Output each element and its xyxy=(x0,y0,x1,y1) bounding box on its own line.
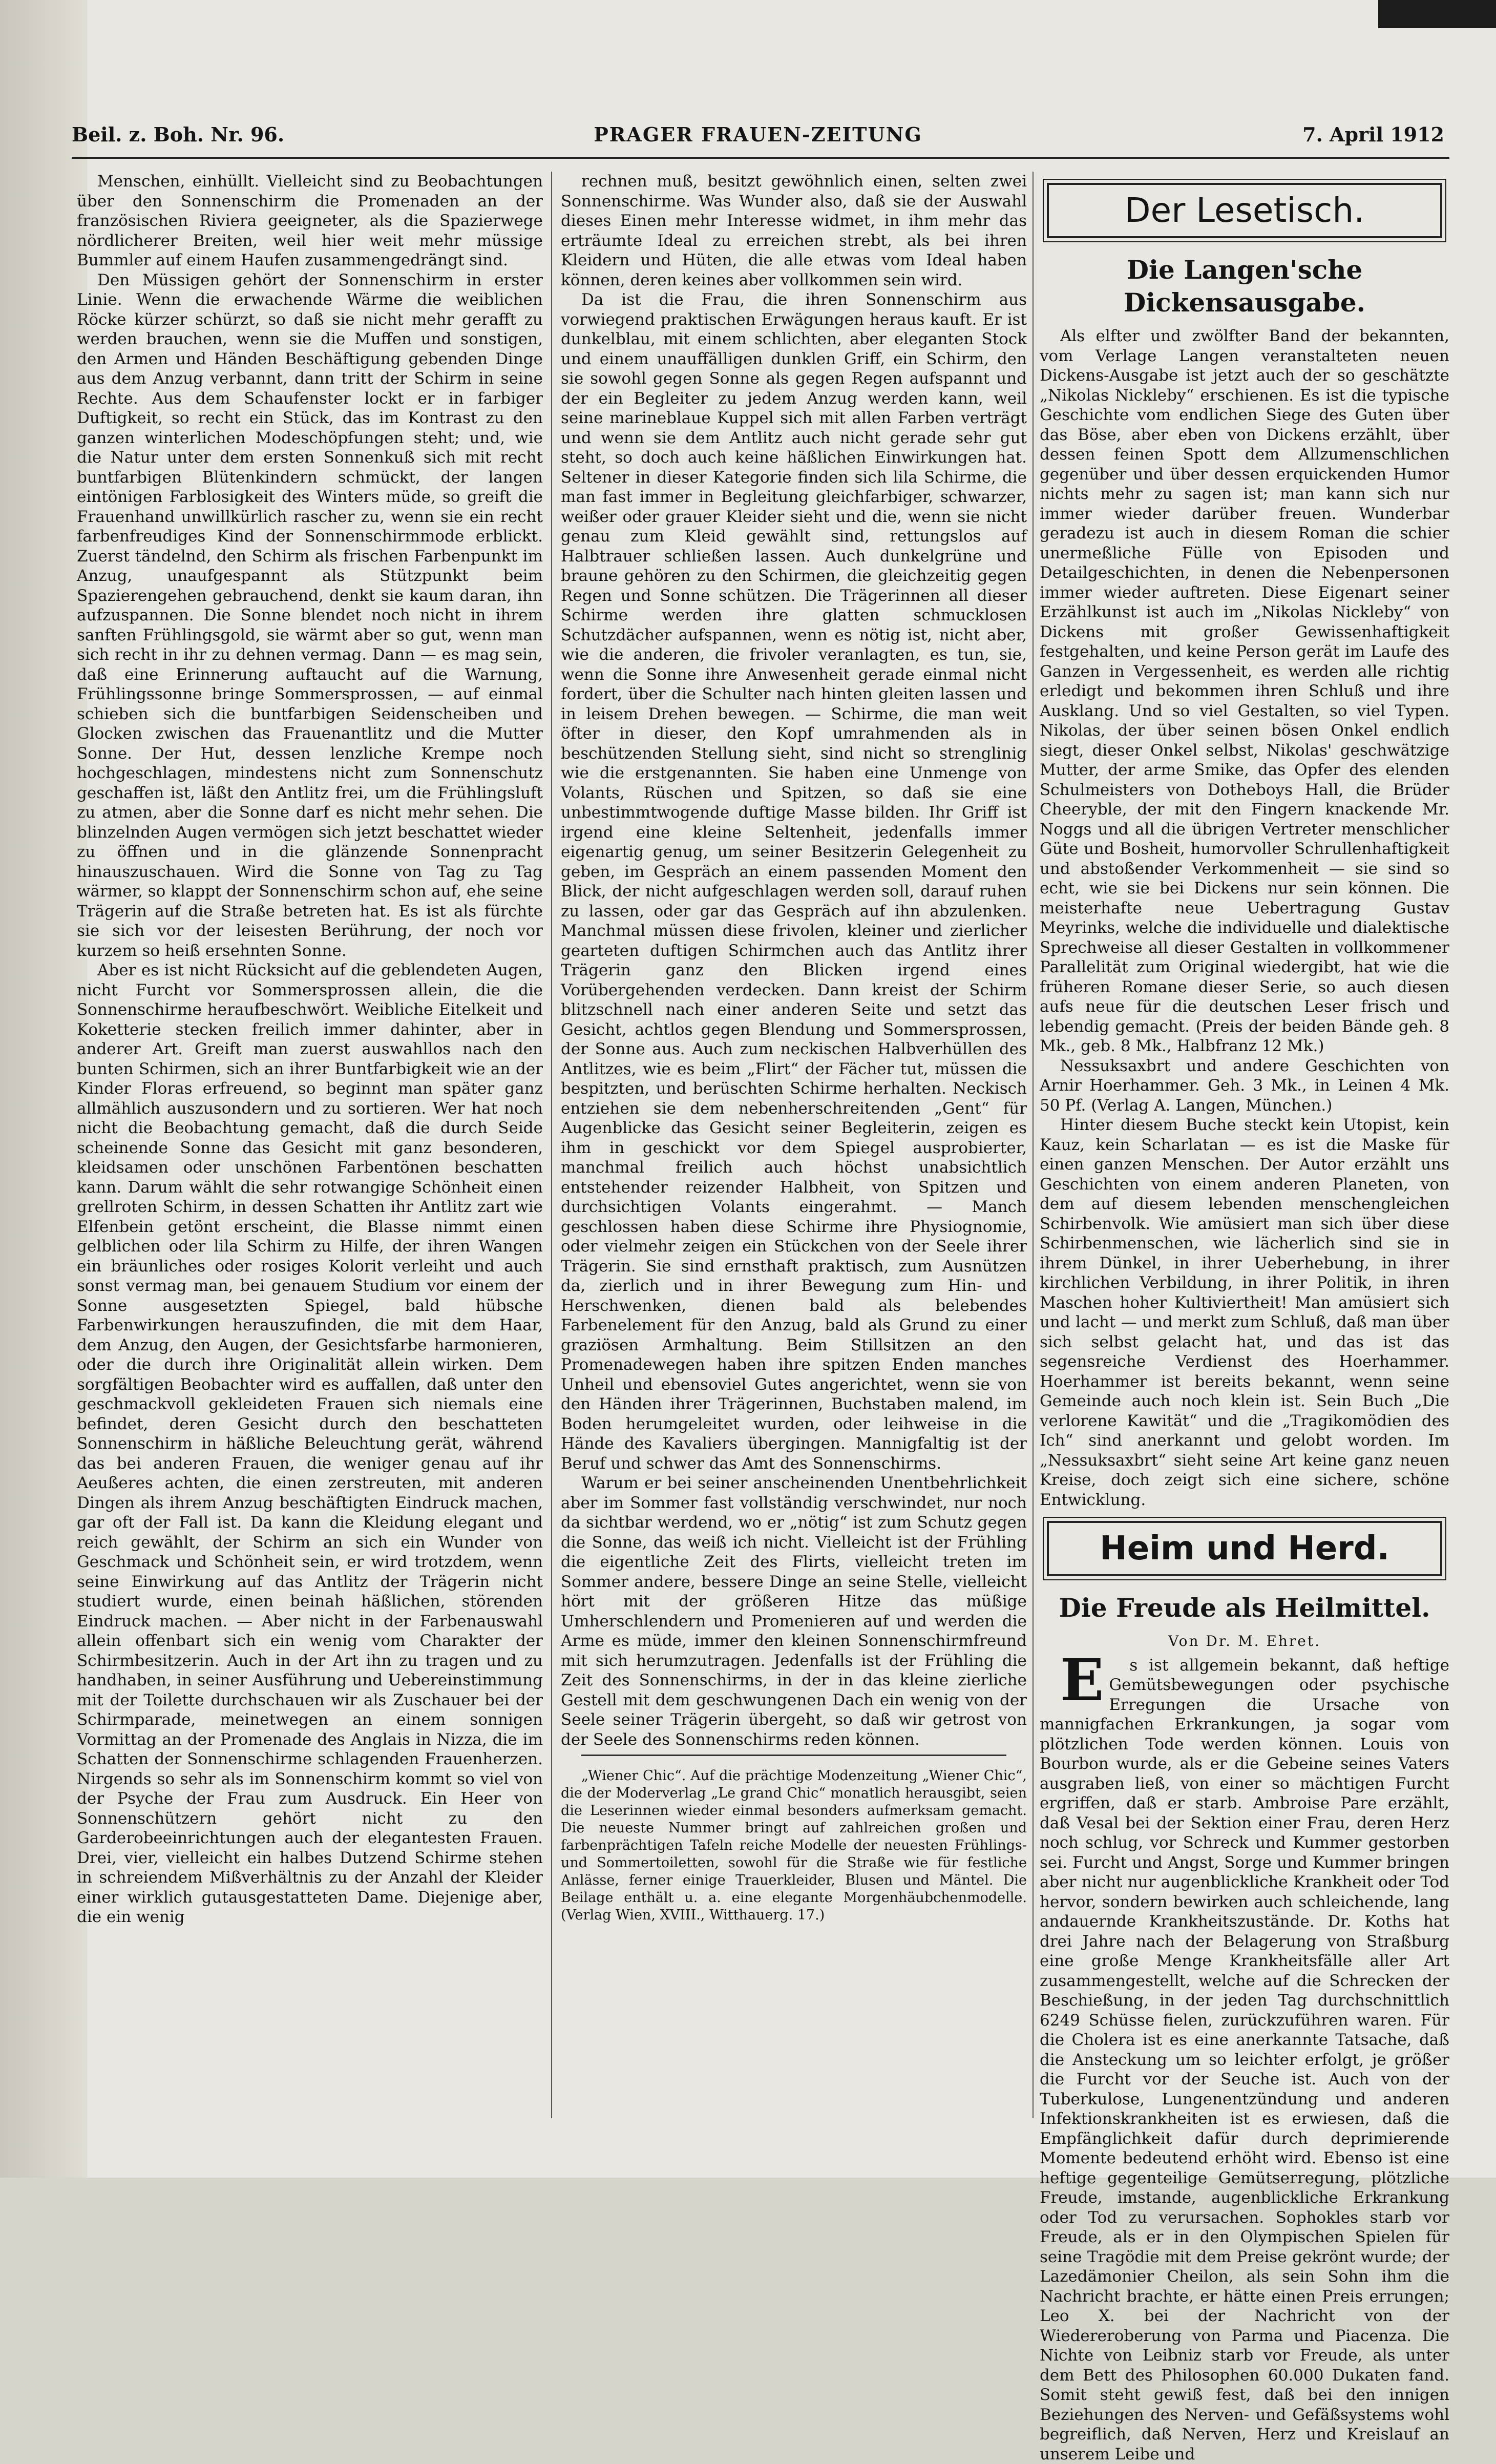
page-header xyxy=(72,123,1444,154)
review-title: Die Langen'sche Dickensausgabe. xyxy=(1040,254,1449,319)
review-paragraph: Als elfter und zwölfter Band der bekannten, vom Verlage Langen veranstalteten neuen Dickens-Ausgabe ist jetzt auch der so geschätzte „Nikolas Nickleby“ erschienen. Es ist die typische Geschichte vom endlichen Siege des Guten über das Böse, aber eben von Dickens erzählt, über dessen feinen Spott dem Allzumenschlichen gegenüber und über dessen erquickenden Humor nichts mehr zu sagen ist; man kann sich nur immer wieder darüber freuen. Wunderbar geradezu ist auch in diesem Roman die schier unermeßliche Fülle von Episoden und Detailgeschichten, in denen die Nebenpersonen immer wieder auftreten. Diese Eigenart seiner Erzählkunst ist auch im „Nikolas Nickleby“ von Dickens mit großer Gewissenhaftigkeit festgehalten, und keine Person gerät im Laufe des Ganzen in Vergessenheit, es werden alle richtig erledigt und bekommen ihren Schluß und ihre Ausklang. Und so viel Gestalten, so viel Typen. Nikolas, der über seinen bösen Onkel endlich siegt, dieser Onkel selbst, Nikolas' geschwätzige Mutter, der arme Smike, das Opfer des elenden Schulmeisters von Dotheboys Hall, die Brüder Cheeryble, der mit den Fingern knackende Mr. Noggs und all die übrigen Vertreter menschlicher Güte und Bosheit, humorvoller Schrullenhaftigkeit und abstoßender Verkommenheit — sie sind so echt, wie sie bei Dickens nur sein können. Die meisterhafte neue Uebertragung Gustav Meyrinks, welche die individuelle und dialektische Sprechweise all dieser Gestalten in vollkommener Parallelität zum Original wiedergibt, hat wie die früheren Romane dieser Serie, so auch diesen aufs neue für die deutschen Leser frisch und lebendig gemacht. (Preis der beiden Bände geh. 8 Mk., geb. 8 Mk., Halbfranz 12 Mk.) xyxy=(1040,326,1449,1056)
article-paragraph: Warum er bei seiner anscheinenden Unentbehrlichkeit aber im Sommer fast vollständig verschwindet, nur noch da sichtbar werdend, wo er „nötig“ ist zum Schutz gegen die Sonne, das weiß ich nicht. Vielleicht ist der Frühling die eigentliche Zeit des Flirts, vielleicht treten im Sommer andere, bessere Dinge an seine Stelle, vielleicht hört mit der größeren Hitze das müßige Umherschlendern und Promenieren auf und werden die Arme es müde, immer den kleinen Sonnenschirmfreund mit sich herumzutragen. Jedenfalls ist der Frühling die Zeit des Sonnenschirms, in der in das kleine zierliche Gestell mit dem geschwungenen Dach ein wenig von der Seele seiner Trägerin übergeht, so daß wir getrost von der Seele des Sonnenschirms reden können. xyxy=(561,1473,1027,1749)
notice-block xyxy=(561,1767,1027,1924)
newspaper-title: PRAGER FRAUEN-ZEITUNG xyxy=(72,123,1444,146)
column-1 xyxy=(77,172,543,1927)
article-body xyxy=(1040,1656,1449,2464)
section-box-heim-und-herd: Heim und Herd. xyxy=(1047,1521,1442,1576)
column-divider-1 xyxy=(551,172,552,2118)
article-byline: Von Dr. M. Ehret. xyxy=(1040,1632,1449,1652)
issue-date: 7. April 1912 xyxy=(1302,123,1444,146)
article-paragraph: Aber es ist nicht Rücksicht auf die geblendeten Augen, nicht Furcht vor Sommersprossen allein, die die Sonnenschirme heraufbeschwört. Weibliche Eitelkeit und Koketterie stecken freilich immer dahinter, aber in anderer Art. Greift man zuerst auswahllos nach den bunten Schirmen, sich an ihrer Buntfarbigkeit wie an der Kinder Floras erfreuend, so beginnt man später ganz allmählich auszusondern und zu sortieren. Wer hat noch nicht die Beobachtung gemacht, daß die durch Seide scheinende Sonne das Gesicht mit ganz besonderen, kleidsamen oder unschönen Farbentönen beschatten kann. Darum wählt die sehr rotwangige Schönheit einen grellroten Schirm, in dessen Schatten ihr Antlitz zart wie Elfenbein getönt erscheint, die Blasse nimmt einen gelblichen oder lila Schirm zu Hilfe, der ihren Wangen ein bräunliches oder rosiges Kolorit verleiht und auch sonst vermag man, bei genauem Studium vor einem der Sonne ausgesetzten Spiegel, bald hübsche Farbenwirkungen herauszufinden, die mit dem Haar, dem Anzug, den Augen, der Gesichtsfarbe harmonieren, oder die durch ihre Originalität allein wirken. Dem sorgfältigen Beobachter wird es auffallen, daß unter den geschmackvoll gekleideten Frauen sich niemals eine befindet, deren Gesicht durch den beschatteten Sonnenschirm in häßliche Beleuchtung gerät, während das bei anderen Frauen, die weniger genau auf ihr Aeußeres achten, die einen zerstreuten, mit anderen Dingen als ihrem Anzug beschäftigten Eindruck machen, gar oft der Fall ist. Da kann die Kleidung elegant und reich gewählt, der Schirm an sich ein Wunder von Geschmack und Schönheit sein, er wird trotzdem, wenn seine Einwirkung auf das Antlitz der Trägerin nicht studiert wurde, einen beinah häßlichen, störenden Eindruck machen. — Aber nicht in der Farbenauswahl allein offenbart sich ein wenig vom Charakter der Schirmbesitzerin. Auch in der Art ihn zu tragen und zu handhaben, in seiner Ausführung und Uebereinstimmung mit der Toilette durchschauen wir als Zuschauer bei der Schirmparade, meinetwegen an einem sonnigen Vormittag an der Promenade des Anglais in Nizza, die im Schatten der Sonnenschirme schlagenden Frauenherzen. Nirgends so sehr als im Sonnenschirm kommt so viel von der Psyche der Frau zum Ausdruck. Ein Heer von Sonnenschützern gehört nicht zu den Garderobeeinrichtungen auch der elegantesten Frauen. Drei, vier, vielleicht ein halbes Dutzend Schirme stehen in schreiendem Mißverhältnis zu der Anzahl der Kleider einer wirklich gutausgestatteten Dame. Diejenige aber, die ein wenig xyxy=(77,960,543,1927)
header-rule xyxy=(72,157,1449,159)
notice-separator xyxy=(581,1755,1006,1756)
page-left-shadow xyxy=(0,0,87,2178)
article-paragraph: Menschen, einhüllt. Vielleicht sind zu Beobachtungen über den Sonnenschirm die Promenaden an der französischen Riviera geeigneter, als die Spazierwege nördlicherer Breiten, weil hier weit mehr müssige Bummler auf einem Haufen zusammengedrängt sind. xyxy=(77,172,543,270)
scan-corner-dark xyxy=(1378,0,1496,28)
article-title: Die Freude als Heilmittel. xyxy=(1040,1592,1449,1624)
review-paragraph: Hinter diesem Buche steckt kein Utopist, kein Kauz, kein Scharlatan — es ist die Maske für einen ganzen Menschen. Der Autor erzählt uns Geschichten von einem anderen Planeten, von dem auf diesem lebenden menschengleichen Schirbenvolk. Wie amüsiert man sich über diese Schirbenmenschen, wie lächerlich sind sie in ihrem Dünkel, in ihrer Ueberhebung, in ihrer kirchlichen Verbildung, in ihrer Politik, in ihren Maschen hoher Kultiviertheit! Man amüsiert sich und lacht — und merkt zum Schluß, daß man über sich selbst gelacht hat, und das ist das segensreiche Verdienst des Hoerhammer. Hoerhammer ist bereits bekannt, wenn seine Gemeinde auch noch klein ist. Sein Buch „Die verlorene Kawität“ und die „Tragikomödien des Ich“ sind anerkannt und gelobt worden. Im „Nessuksaxbrt“ sieht seine Art keine ganz neuen Kreise, doch zeigt sich eine sichere, schöne Entwicklung. xyxy=(1040,1115,1449,1510)
review-paragraph: Nessuksaxbrt und andere Geschichten von Arnir Hoerhammer. Geh. 3 Mk., in Leinen 4 Mk. 50 Pf. (Verlag A. Langen, München.) xyxy=(1040,1056,1449,1116)
section-box-lesetisch: Der Lesetisch. xyxy=(1047,183,1442,238)
column-2 xyxy=(561,172,1027,1924)
article-paragraph: Da ist die Frau, die ihren Sonnenschirm aus vorwiegend praktischen Erwägungen heraus kauft. Er ist dunkelblau, mit einem schlichten, aber eleganten Stock und einem unauffälligen dunklen Griff, ein Schirm, den sie sowohl gegen Sonne als gegen Regen aufspannt und der ein Begleiter zu jedem Anzug werden kann, weil seine marineblaue Kuppel sich mit allen Farben verträgt und wenn sie dem Antlitz auch nicht gerade sehr gut steht, so doch auch keine häßlichen Einwirkungen hat. Seltener in dieser Kategorie finden sich lila Schirme, die man fast immer in Begleitung gleichfarbiger, schwarzer, weißer oder grauer Kleider sieht und die, wenn sie nicht genau zum Kleid gewählt sind, rettungslos auf Halbtrauer schließen lassen. Auch dunkelgrüne und braune gehören zu den Schirmen, die gleichzeitig gegen Regen und Sonne schützen. Die Trägerinnen all dieser Schirme werden ihre glatten schmucklosen Schutzdächer aufspannen, wenn es nötig ist, nicht aber, wie die anderen, die frivoler veranlagten, es tun, sie, wenn die Sonne ihre Anwesenheit gerade einmal nicht fordert, über die Schulter nach hinten gleiten lassen und in leisem Drehen bewegen. — Schirme, die man weit öfter in dieser, den Kopf umrahmenden als in beschützenden Stellung sieht, sind nicht so strenglinig wie die erstgenannten. Sie haben eine Unmenge von Volants, Rüschen und Spitzen, so daß sie eine unbestimmtwogende duftige Masse bilden. Ihr Griff ist irgend eine kleine Seltenheit, jedenfalls immer eigenartig genug, um seiner Besitzerin Gelegenheit zu geben, im Gespräch an einem passenden Moment den Blick, der nicht aufgeschlagen werden soll, darauf ruhen zu lassen, oder gar das Gespräch auf ihn abzulenken. Manchmal müssen diese frivolen, kleiner und zierlicher gearteten duftigen Schirmchen auch das Antlitz ihrer Trägerin ganz den Blicken irgend eines Vorübergehenden verdecken. Dann kreist der Schirm blitzschnell nach einer anderen Seite und setzt das Gesicht, achtlos gegen Blendung und Sommersprossen, der Sonne aus. Auch zum neckischen Halbverhüllen des Antlitzes, wie es beim „Flirt“ der Fächer tut, müssen die bespitzten, und berüschten Schirme herhalten. Neckisch entziehen sie dem nebenherschreitenden „Gent“ für Augenblicke das Gesicht seiner Begleiterin, zeigen es ihm in geschickt vor dem Spiegel ausprobierter, manchmal freilich auch höchst unabsichtlich entstehender reizender Halbheit, von Spitzen und durchsichtigen Volants eingerahmt. — Manch geschlossen haben diese Schirme ihre Physiognomie, oder vielmehr zeigen ein Stückchen von der Seele ihrer Trägerin. Sie sind ernsthaft praktisch, zum Ausnützen da, zierlich und in ihrer Bewegung zum Hin- und Herschwenken, dienen bald als belebendes Farbenelement für den Anzug, bald als Grund zu einer graziösen Armhaltung. Beim Stillsitzen an den Promenadewegen haben ihre spitzen Enden manches Unheil und ebensoviel Gutes angerichtet, wenn sie von den Händen ihrer Trägerinnen, Buchstaben malend, im Boden herumgeleitet wurden, oder leihweise in die Hände des Kavaliers übergingen. Mannigfaltig ist der Beruf und schwer das Amt des Sonnenschirms. xyxy=(561,290,1027,1473)
column-divider-2 xyxy=(1033,172,1034,2118)
column-3 xyxy=(1040,172,1449,2464)
issue-reference: Beil. z. Boh. Nr. 96. xyxy=(72,123,284,146)
notice-paragraph: „Wiener Chic“. Auf die prächtige Modenzeitung „Wiener Chic“, die der Moderverlag „Le grand Chic“ monatlich herausgibt, seien die Leserinnen wieder einmal besonders aufmerksam gemacht. Die neueste Nummer bringt auf zahlreichen großen und farbenprächtigen Tafeln reiche Modelle der neuesten Frühlings- und Sommertoiletten, sowohl für die Straße wie für festliche Anlässe, ferner einige Trauerkleider, Blusen und Mäntel. Die Beilage enthält u. a. eine elegante Morgenhäubchenmodelle. (Verlag Wien, XVIII., Witthauerg. 17.) xyxy=(561,1767,1027,1924)
article-paragraph: rechnen muß, besitzt gewöhnlich einen, selten zwei Sonnenschirme. Was Wunder also, daß sie der Auswahl dieses Einen mehr Interesse widmet, in ihm mehr das erträumte Ideal zu erreichen strebt, als bei ihren Kleidern und Hüten, die alle etwas vom Ideal haben können, deren keines aber vollkommen sein wird. xyxy=(561,172,1027,290)
article-paragraph: Es ist allgemein bekannt, daß heftige Gemütsbewegungen oder psychische Erregungen die Ursache von mannigfachen Erkrankungen, ja sogar vom plötzlichen Tode werden können. Louis von Bourbon wurde, als er die Gebeine seines Vaters ausgraben ließ, von einer so mächtigen Furcht ergriffen, daß er starb. Ambroise Pare erzählt, daß Vesal bei der Sektion einer Frau, deren Herz noch schlug, vor Schreck und Kummer gestorben sei. Furcht und Angst, Sorge und Kummer bringen aber nicht nur augenblickliche Krankheit oder Tod hervor, sondern bewirken auch schleichende, lang andauernde Krankheitszustände. Dr. Koths hat drei Jahre nach der Belagerung von Straßburg eine große Menge Krankheitsfälle aller Art zusammengestellt, welche auf die Schrecken der Beschießung, in der jeden Tag durchschnittlich 6249 Schüsse fielen, zurückzuführen waren. Für die Cholera ist es eine anerkannte Tatsache, daß die Ansteckung um so leichter erfolgt, je größer die Furcht vor der Seuche ist. Auch von der Tuberkulose, Lungenentzündung und anderen Infektionskrankheiten ist es erwiesen, daß die Empfänglichkeit dafür durch deprimierende Momente bedeutend erhöht wird. Ebenso ist eine heftige gegenteilige Gemütserregung, plötzliche Freude, imstande, augenblickliche Erkrankung oder Tod zu verursachen. Sophokles starb vor Freude, als er in den Olympischen Spielen für seine Tragödie mit dem Preise gekrönt wurde; der Lazedämonier Cheilon, als sein Sohn ihm die Nachricht brachte, er hätte einen Preis errungen; Leo X. bei der Nachricht von der Wiedereroberung von Parma und Piacenza. Die Nichte von Leibniz starb vor Freude, als unter dem Bett des Philosophen 60.000 Dukaten fand. Somit steht gewiß fest, daß bei den innigen Beziehungen des Nerven- und Gefäßsystems wohl begreiflich, daß Nerven, Herz und Kreislauf an unserem Leibe und xyxy=(1040,1656,1449,2464)
article-paragraph: Den Müssigen gehört der Sonnenschirm in erster Linie. Wenn die erwachende Wärme die weiblichen Röcke kürzer schürzt, so daß sie nicht mehr gerafft zu werden brauchen, wenn sie die Muffen und sonstigen, den Armen und Händen Beschäftigung gebenden Dinge aus dem Anzug verbannt, dann tritt der Schirm in seine Rechte. Aus dem Schaufenster lockt er in farbiger Duftigkeit, so recht ein Stück, das im Kontrast zu den ganzen winterlichen Modeschöpfungen steht; und, wie die Natur unter dem ersten Sonnenkuß sich mit recht buntfarbigen Blütenkindern schmückt, der langen eintönigen Farblosigkeit des Winters müde, so greift die Frauenhand unwillkürlich rascher zu, wenn sie ein recht farbenfreudiges Kind der Sonnenschirmmode erblickt. Zuerst tändelnd, den Schirm als frischen Farbenpunkt im Anzug, unaufgespannt als Stützpunkt beim Spazierengehen gebrauchend, denkt sie kaum daran, ihn aufzuspannen. Die Sonne blendet noch nicht in ihrem sanften Frühlingsgold, sie wärmt aber so gut, wenn man sich recht in ihr zu dehnen vermag. Dann — es mag sein, daß eine Erinnerung auftaucht auf die Warnung, Frühlingssonne bringe Sommersprossen, — auf einmal schieben sich die buntfarbigen Seidenscheiben und Glocken zwischen das Frauenantlitz und die Mutter Sonne. Der Hut, dessen lenzliche Krempe noch hochgeschlagen, mindestens nicht zum Sonnenschutz geschaffen ist, läßt den Antlitz frei, um die Frühlingsluft zu atmen, aber die Sonne darf es nicht mehr sehen. Die blinzelnden Augen vermögen sich jetzt beschattet wieder zu öffnen und in die glänzende Sonnenpracht hinauszuschauen. Wird die Sonne von Tag zu Tag wärmer, so klappt der Sonnenschirm schon auf, ehe seine Trägerin auf die Straße betreten hat. Es ist als fürchte sie sich vor der leisesten Berührung, der noch vor kurzem so heiß ersehnten Sonne. xyxy=(77,270,543,961)
